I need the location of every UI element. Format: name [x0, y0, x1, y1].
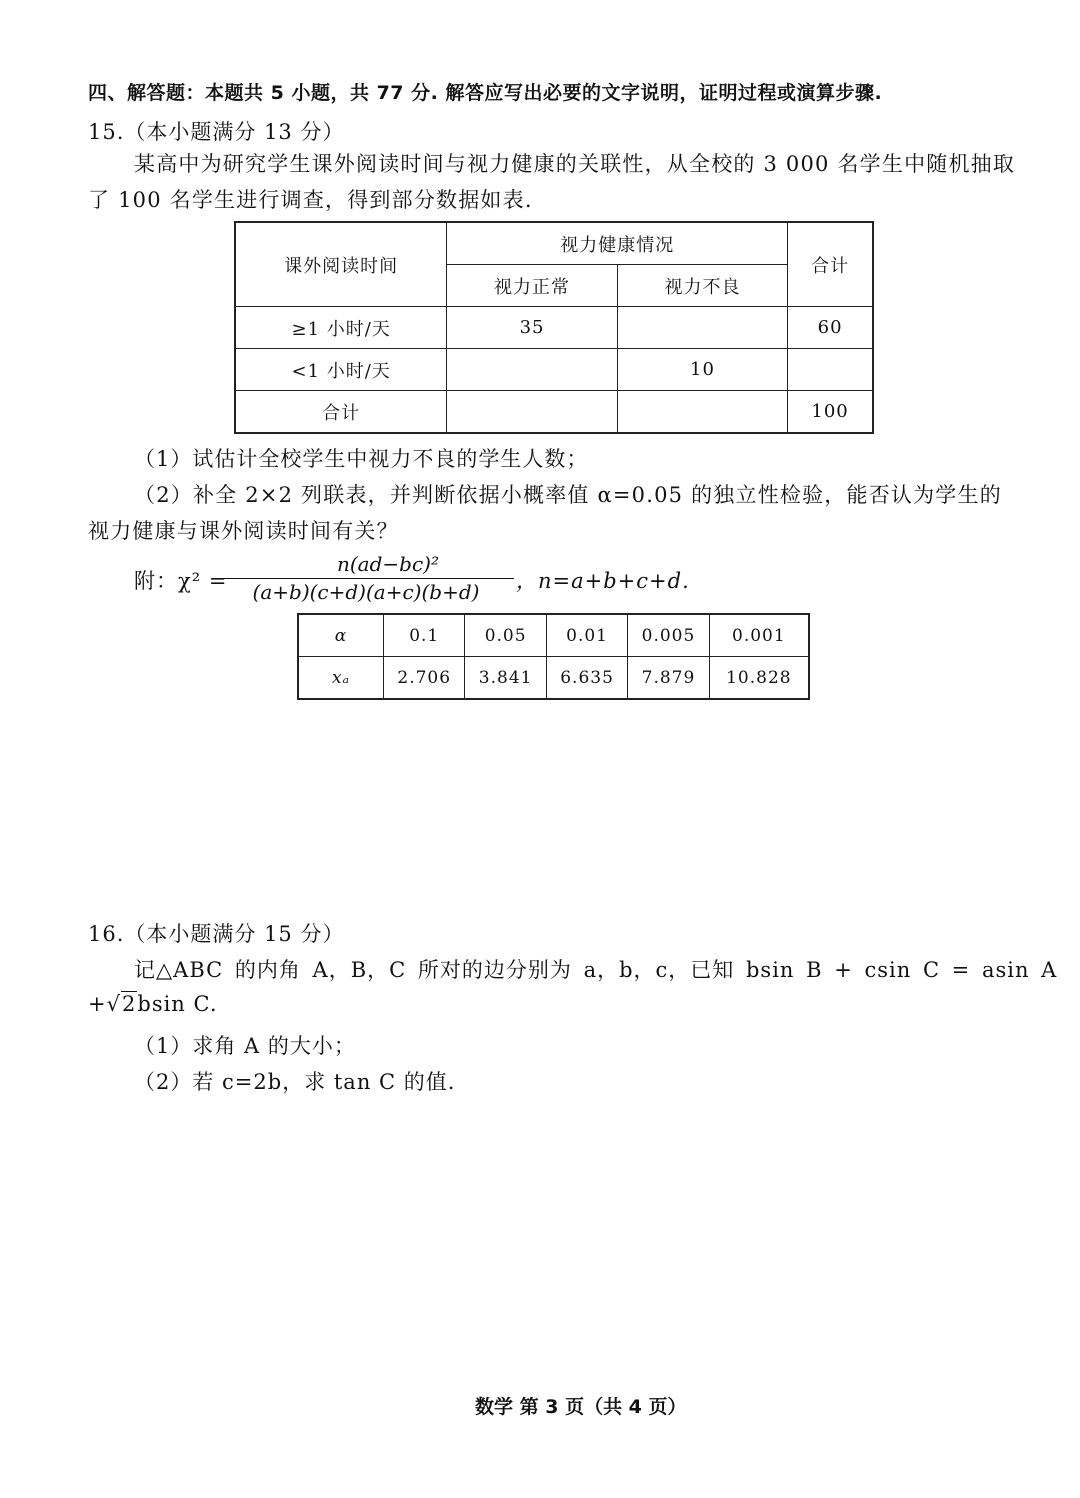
sqrt-sign: √: [106, 992, 121, 1016]
cell: 100: [788, 391, 873, 434]
cell: [788, 349, 873, 391]
cell: 7.879: [628, 657, 709, 700]
sqrt-radicand: 2: [122, 992, 137, 1016]
cell: 35: [447, 307, 617, 349]
cell: 6.635: [546, 657, 627, 700]
cell: 0.005: [628, 614, 709, 657]
fraction-numerator: n(ad−bc)²: [337, 552, 439, 576]
cell: 10.828: [709, 657, 809, 700]
q16-line1: 记△ABC 的内角 A，B，C 所对的边分别为 a，b，c，已知 bsin B + csin C = asin A: [134, 958, 1058, 982]
q16-part1: （1）求角 A 的大小；: [134, 1034, 356, 1058]
cell: [617, 307, 787, 349]
q15-stem: 某高中为研究学生课外阅读时间与视力健康的关联性，从全校的 3 000 名学生中随机抽取了 100 名学生进行调查，得到部分数据如表.: [88, 152, 1016, 212]
cell: 合计: [235, 391, 447, 434]
cell: 10: [617, 349, 787, 391]
cell: <1 小时/天: [235, 349, 447, 391]
q15-part1: （1）试估计全校学生中视力不良的学生人数；: [134, 447, 589, 471]
header-poor: 视力不良: [617, 265, 787, 307]
cell: [447, 349, 617, 391]
section-header: 四、解答题：本题共 5 小题，共 77 分. 解答应写出必要的文字说明，证明过程或演算步骤.: [88, 82, 883, 104]
fraction-denominator: (a+b)(c+d)(a+c)(b+d): [252, 580, 480, 604]
table-row: [235, 391, 873, 434]
q16-title: 16.（本小题满分 15 分）: [88, 922, 345, 946]
header-reading-time: 课外阅读时间: [235, 222, 447, 307]
appendix-suffix: ，n=a+b+c+d.: [516, 569, 690, 593]
q15-part2: （2）补全 2×2 列联表，并判断依据小概率值 α=0.05 的独立性检验，能否认为学生的视力健康与课外阅读时间有关？: [88, 483, 1002, 543]
cell: 0.001: [709, 614, 809, 657]
table-row: [235, 349, 873, 391]
contingency-table: [234, 221, 874, 434]
table-row: [298, 657, 809, 700]
q16-line2: [88, 992, 218, 1016]
cell: 0.1: [384, 614, 465, 657]
x-alpha-label: xₐ: [298, 657, 384, 700]
q16-line2-rest: bsin C.: [137, 992, 218, 1016]
q15-title: 15.（本小题满分 13 分）: [88, 120, 345, 144]
header-total: 合计: [788, 222, 873, 307]
plus-sign: +: [88, 992, 107, 1016]
appendix-prefix: 附：χ² =: [134, 569, 228, 593]
table-row: [298, 614, 809, 657]
cell: [447, 391, 617, 434]
cell: [617, 391, 787, 434]
header-vision-health: 视力健康情况: [447, 222, 788, 265]
fraction-bar: [218, 578, 514, 579]
chi-square-table: [297, 613, 810, 700]
cell: 3.841: [465, 657, 546, 700]
table-row: [235, 307, 873, 349]
cell: 60: [788, 307, 873, 349]
alpha-label: α: [298, 614, 384, 657]
cell: 0.01: [546, 614, 627, 657]
page-footer: 数学 第 3 页（共 4 页）: [475, 1396, 687, 1418]
header-normal: 视力正常: [447, 265, 617, 307]
cell: 0.05: [465, 614, 546, 657]
q16-part2: （2）若 c=2b，求 tan C 的值.: [134, 1070, 456, 1094]
cell: ≥1 小时/天: [235, 307, 447, 349]
cell: 2.706: [384, 657, 465, 700]
